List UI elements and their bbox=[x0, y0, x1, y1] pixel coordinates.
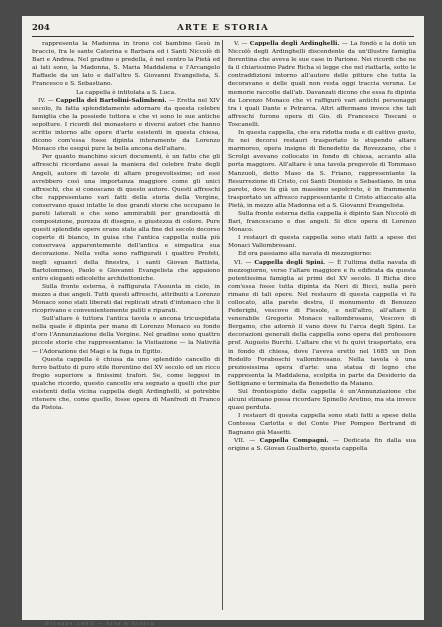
page-number: 204 bbox=[32, 23, 50, 33]
section-paragraph: VI. — Cappella degli Spini. — È l'ultima della navata di mezzogiorno, verso l'altare maggiore e fu edificata da questa potentissima famiglia ai primi del XV secolo. Il Richa dice com'essa fosse tutta dipinta da Neri di Bicci, nulla però rimane di tali opere. Nel restauro di questa cappella vi fu collocato, alla parete destra, il monumento di Benozzo Federighi, vescovo di Fiesole, e nell'altro, all'altare il venerabile Gregorio Monaco vallombrosano, Vescovo di Bergamo, che adornò il vano dove fu l'arca degli Spini. Le decorazioni generali della cappella sono opera del professore prof. Augusto Burchi. L'altare che vi fu quivi trasportato, era in fondo di chiesa, dove l'aveva eretto nel 1685 un Don Rodolfo Foraboschi vallombrosano. Nella tavola è una preziosissima opera d'arte: una statua di legno che rappresenta la Maddalena, scolpita in parte da Desiderio da Settignano e terminata da Benedetto da Maiano. bbox=[228, 258, 416, 387]
body-paragraph: I restauri di questa cappella sono stati fatti a spese della Contessa Carlotta e del Conte Pier Pompeo Bertrand di Bagnano già Masetti. bbox=[228, 413, 416, 436]
section-body: È l'ultima della navata di mezzogiorno, verso l'altare maggiore e fu edificata da questa potentissima famiglia ai primi del XV secolo. Il Richa dice com'essa fosse tutta dipinta da Neri di Bicci, nulla però rimane di tali opere. Nel restauro di questa cappella vi fu collocato, alla parete destra, il monumento di Benozzo Federighi, vescovo di Fiesole, e nell'altro, all'altare il venerabile Gregorio Monaco vallombrosano, Vescovo di Bergamo, che adornò il vano dove fu l'arca degli Spini. Le decorazioni generali della cappella sono opera del professore prof. Augusto Burchi. L'altare che vi fu quivi trasportato, era in fondo di chiesa, dove l'aveva eretto nel 1685 un Don Rodolfo Foraboschi vallombrosano. Nella tavola è una preziosissima opera d'arte: una statua di legno che rappresenta la Maddalena, scolpita in parte da Desiderio da Settignano e terminata da Benedetto da Maiano. bbox=[228, 259, 416, 387]
left-column bbox=[32, 40, 220, 614]
section-heading: Cappella degli Ardinghelli. bbox=[249, 40, 340, 47]
section-number: V. bbox=[234, 41, 240, 47]
body-paragraph: Sull'altare è tuttora l'antica tavola o ancona tricuspidata nella quale è dipinta per mano di Lorenzo Monaco su fondo d'oro l'Annunziazione della Vergine. Nel gradino sono quattro piccole storie che rappresentano: la Visitazione — la Natività — l'Adorazione dei Magi e la fuga in Egitto. bbox=[32, 316, 220, 355]
section-heading: Cappella Compagni. bbox=[259, 436, 329, 444]
body-paragraph: Sul frontespizio della cappella è un'Annunziazione che alcuni stimano possa ricordare Spinello Aretino, ma sta invece quasi perduta. bbox=[228, 389, 416, 412]
body-paragraph: Ed ora passiamo alla navata di mezzogiorno: bbox=[238, 251, 372, 258]
body-paragraph: Questa cappella è chiusa da uno splendido cancello di ferro battuto di puro stile fiorentino del XV secolo ed un ricco fregio superiore a finissimi trafori. Se, come leggesi in qualche ricordo, questo cancello era segnato a quelli che pur esistenti della vicina cappella degli Ardinghelli, si potrebbe ritenere che, come quello, fosse opera di Manfredi di Franco da Pistoia. bbox=[32, 356, 220, 412]
section-paragraph: IV. — Cappella dei Bartolini-Salimbeni. — Eretta nel XIV secolo, fu fatta splendidamente adornare da questa celebre famiglia che la possiede tuttora e che vi sono le sue antiche sepolture. I ricordi del monastero e diversi autori che hanno scritto intorno alle opere d'arte esistenti in questa chiesa, dicono com'essa fosse dipinta interamente da Lorenzo Monaco che eseguì pure la bella ancona dell'altare. bbox=[32, 96, 221, 153]
section-paragraph: V. — Cappella degli Ardinghelli. — La fondò e la dotò un Niccolò degli Ardinghelli discendente da un'illustre famiglia fiorentina che aveva le sue case in Parione. Nei ricordi che ne fa il chiarissimo Padre Richa si legge che nel riattarla, sotto le contraddizioni intorno all'autore delle pitture che tutta la decoravano e delle quali non resta oggi traccia veruna. Le memorie raccolte dall'ab. Davanzati dicono che essa fu dipinta da Lorenzo Monaco che vi raffigurò vari antichi personaggi tra i quali Dante e Petrarca. Altri affermano invece che tali affreschi furono opera di Gio. di Francesco Toscani o Toscanelli. bbox=[228, 40, 417, 128]
body-paragraph: Per quanto manchino sicuri documenti, è un fatto che gli affreschi ricordano assai la maniera del celebre frate degli Angeli, autore di tavole di altare pregevolissime; ed essi avrebbero così una importanza maggiore come gli unici affreschi, che si conoscano di questo autore. Questi affreschi che rappresentano vari fatti della storia della Vergine, conservano quasi intatte le due grandi storie che occupano le pareti laterali e che sono ammirabili per grandiosità di composizione, purezza di disegno, e giustezza di colore. Pure questi splendide opere erano state alla fine del secolo decorso coperte di bianco, in guisa che l'antica cappella nulla più conservava apparentemente dell'antica e simpatica sua decorazione. Nella volta sono raffigurati i quattro Profeti, negli sguanci della finestra, i santi Giovan Battista, Bartolommeo, Paolo e Giovanni Evangelista che appaiono entro eleganti edicolette architettoniche. bbox=[32, 154, 220, 282]
body-paragraph: In questa cappella, che era ridotta nuda e di cattivo gusto, fu nei decorsi restauri trasportato lo stupendo altare marmoreo, opera insigne di Benedetto da Rovezzano, che i Scrolgi avevano collocato in fondo di chiesa, accanto alla porta maggiore. All'altare è una tavola pregevole di Tommaso Manzuoli, detto Maso da S. Friano, rappresentante la Resurrezione di Cristo, coi Santi Dionisio e Sebastiano. In una parete, dove fa già un massimo sepolcreto, è in frammento trasportato un affresco rappresentante il Cristo attaccato alla Pietà, in mezzo alla Madonna ed a S. Giovanni Evangelista. bbox=[228, 130, 416, 209]
section-number: IV. bbox=[38, 97, 46, 104]
section-body: La fondò e la dotò un Niccolò degli Ardinghelli discendente da un'illustre famiglia fiorentina che aveva le sue case in Parione. Nei ricordi che ne fa il chiarissimo Padre Richa si legge che nel riattarla, sotto le contraddizioni intorno all'autore delle pitture che tutta la decoravano e delle quali non resta oggi traccia veruna. Le memorie raccolte dall'ab. Davanzati dicono che essa fu dipinta da Lorenzo Monaco che vi raffigurò vari antichi personaggi tra i quali Dante e Petrarca. Altri affermano invece che tali affreschi furono opera di Gio. di Francesco Toscani o Toscanelli. bbox=[228, 41, 417, 128]
section-paragraph: VII. — Cappella Compagni. — Dedicata fin dalla sua origine a S. Giovan Gualberto, questa cappella bbox=[228, 436, 416, 452]
header-rule bbox=[32, 36, 414, 37]
chapel-dedication: La cappella è intitolata a S. Luca. bbox=[76, 89, 176, 96]
section-body: Eretta nel XIV secolo, fu fatta splendidamente adornare da questa celebre famiglia che la possiede tuttora e che vi sono le sue antiche sepolture. I ricordi del monastero e diversi autori che hanno scritto intorno alle opere d'arte esistenti in questa chiesa, dicono com'essa fosse dipinta interamente da Lorenzo Monaco che eseguì pure la bella ancona dell'altare. bbox=[32, 97, 221, 153]
journal-title: ARTE E STORIA bbox=[177, 23, 269, 33]
section-heading: Cappella dei Bartolini-Salimbeni. bbox=[55, 96, 167, 104]
newspaper-page bbox=[22, 16, 424, 627]
body-paragraph: rappresenta la Madonna in trono col bambino Gesù in braccio, fra le sante Caterina e Barbara ed i Santi Niccolò di Bari e Andrea. Nel gradino o predella, è nel centro la Pietà ed ai lati sono, la Madonna, S. Maria Maddalena e l'Arcangelo Raffaele da un lato e dall'altro S. Giovanni Evangelista, S. Francesco e S. Sebastiano. bbox=[32, 41, 220, 88]
edge-mark: Firenze 1903 — Arte e Storia bbox=[46, 622, 155, 627]
column-divider bbox=[222, 40, 223, 610]
body-paragraph: Sulla fronte esterna della cappella è dipinto San Niccolò di Bari, francescano e due angeli. Si dice opera di Lorenzo Monaco. bbox=[228, 210, 416, 234]
page-header bbox=[32, 23, 414, 35]
section-number: VII. bbox=[234, 437, 245, 444]
section-heading: Cappella degli Spini. bbox=[254, 258, 326, 266]
section-body: Dedicata fin dalla sua origine a S. Giovan Gualberto, questa cappella bbox=[228, 437, 416, 452]
right-column bbox=[228, 40, 416, 614]
body-paragraph: I restauri di questa cappella sono stati fatti a spese dei Monaci Vallombrosani. bbox=[228, 235, 416, 250]
body-paragraph: Sulla fronte esterna, è raffigurata l'Assunta in cielo, in mezzo a due angeli. Tutti questi affreschi, attribuiti a Lorenzo Monaco sono stati liberati dai replicati strati d'intonaco che li ricoprivano e convenientemente puliti e riparati. bbox=[32, 283, 220, 315]
section-number: VI. bbox=[234, 259, 243, 266]
